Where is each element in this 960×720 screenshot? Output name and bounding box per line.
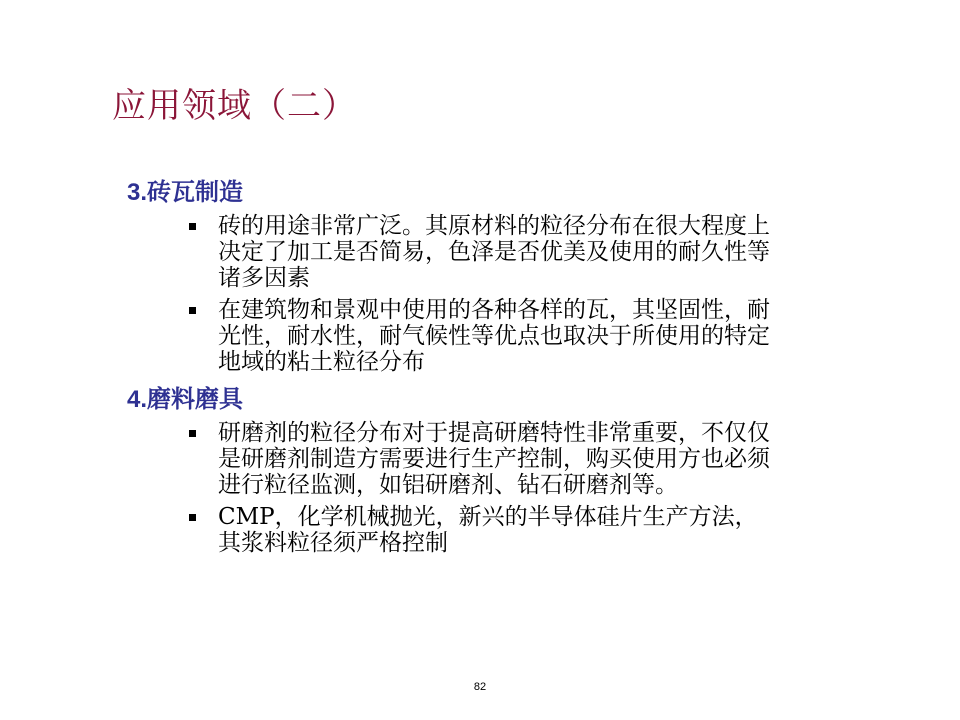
- section-number: 3.: [127, 179, 148, 206]
- bullet-item: [127, 504, 778, 556]
- section-heading: [127, 174, 907, 211]
- section-heading: [127, 381, 907, 418]
- section-title: 砖瓦制造: [147, 177, 244, 206]
- section-number: 4.: [127, 386, 148, 413]
- square-bullet-icon: [189, 514, 196, 521]
- bullet-text: 研磨剂的粒径分布对于提高研磨特性非常重要，不仅仅是研磨剂制造方需要进行生产控制，购买使用方也必须进行粒径监测，如铝研磨剂、钻石研磨剂等。: [218, 420, 770, 498]
- bullet-item: [127, 420, 778, 498]
- slide-content: [127, 174, 907, 562]
- bullet-list: [127, 213, 907, 375]
- section-brick-tile: [127, 174, 907, 375]
- bullet-text: 在建筑物和景观中使用的各种各样的瓦，其坚固性，耐光性，耐水性，耐气候性等优点也取决于所使用的特定地域的粘土粒径分布: [218, 297, 770, 375]
- bullet-item: [127, 297, 778, 375]
- square-bullet-icon: [189, 307, 196, 314]
- bullet-list: [127, 420, 907, 556]
- slide-title: 应用领域（二）: [112, 86, 357, 126]
- section-abrasives: [127, 381, 907, 556]
- section-title: 磨料磨具: [147, 384, 244, 413]
- square-bullet-icon: [189, 223, 196, 230]
- page-number: 82: [473, 681, 487, 693]
- bullet-text: CMP，化学机械抛光，新兴的半导体硅片生产方法，其浆料粒径须严格控制: [218, 504, 758, 556]
- bullet-item: [127, 213, 778, 291]
- bullet-text: 砖的用途非常广泛。其原材料的粒径分布在很大程度上决定了加工是否简易，色泽是否优美及使用的耐久性等诸多因素: [218, 213, 770, 291]
- square-bullet-icon: [189, 430, 196, 437]
